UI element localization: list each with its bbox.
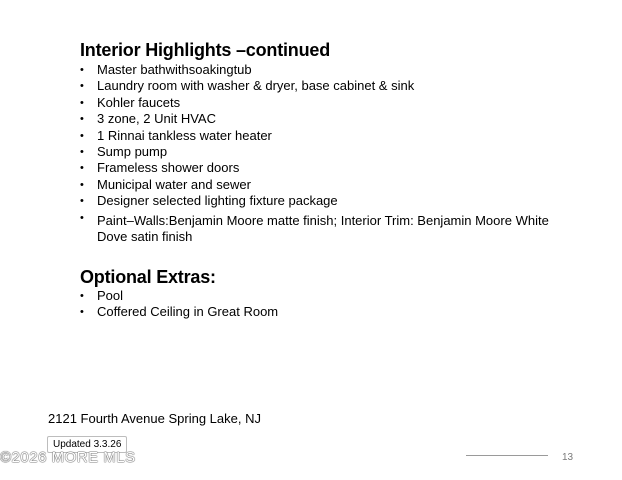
bullet-icon: • (80, 306, 84, 319)
bullet-icon: • (80, 178, 84, 191)
bullet-icon: • (80, 113, 84, 126)
list-item: • Municipal water and sewer (80, 176, 251, 192)
bullet-icon: • (80, 80, 84, 93)
copyright-watermark: ©2026 MORE MLS (0, 449, 136, 466)
list-item: • 1 Rinnai tankless water heater (80, 127, 272, 143)
list-item: • Pool (80, 288, 124, 303)
bullet-icon: • (80, 64, 84, 76)
list-item: • Paint–Walls:Benjamin Moore matte finish; Interior Trim: Benjamin Moore White Dove satin finish (80, 211, 549, 245)
bullet-icon: • (80, 195, 84, 208)
optional-extras-title: Optional Extras: (80, 267, 216, 287)
property-address: 2121 Fourth Avenue Spring Lake, NJ (48, 411, 261, 426)
optional-extras-list (80, 288, 580, 321)
list-item: • 3 zone, 2 Unit HVAC (80, 111, 216, 127)
list-item: • Laundry room with washer & dryer, base cabinet & sink (80, 78, 415, 94)
interior-highlights-list (80, 62, 580, 245)
list-item: • Master bathwithsoakingtub (80, 62, 252, 77)
bullet-icon: • (80, 96, 84, 109)
bullet-icon: • (80, 146, 84, 159)
footer-divider (466, 455, 548, 456)
list-item: • Frameless shower doors (80, 160, 240, 176)
list-item: • Kohler faucets (80, 94, 181, 110)
list-item: • Sump pump (80, 144, 168, 160)
page-number: 13 (562, 452, 574, 463)
list-item: • Designer selected lighting fixture package (80, 193, 338, 209)
bullet-icon: • (80, 290, 84, 302)
bullet-icon: • (80, 162, 84, 175)
bullet-icon: • (80, 129, 84, 142)
list-item: • Coffered Ceiling in Great Room (80, 304, 279, 320)
updated-badge: Updated 3.3.26 (47, 436, 127, 453)
bullet-icon: • (80, 211, 84, 224)
interior-highlights-title: Interior Highlights –continued (80, 40, 330, 60)
